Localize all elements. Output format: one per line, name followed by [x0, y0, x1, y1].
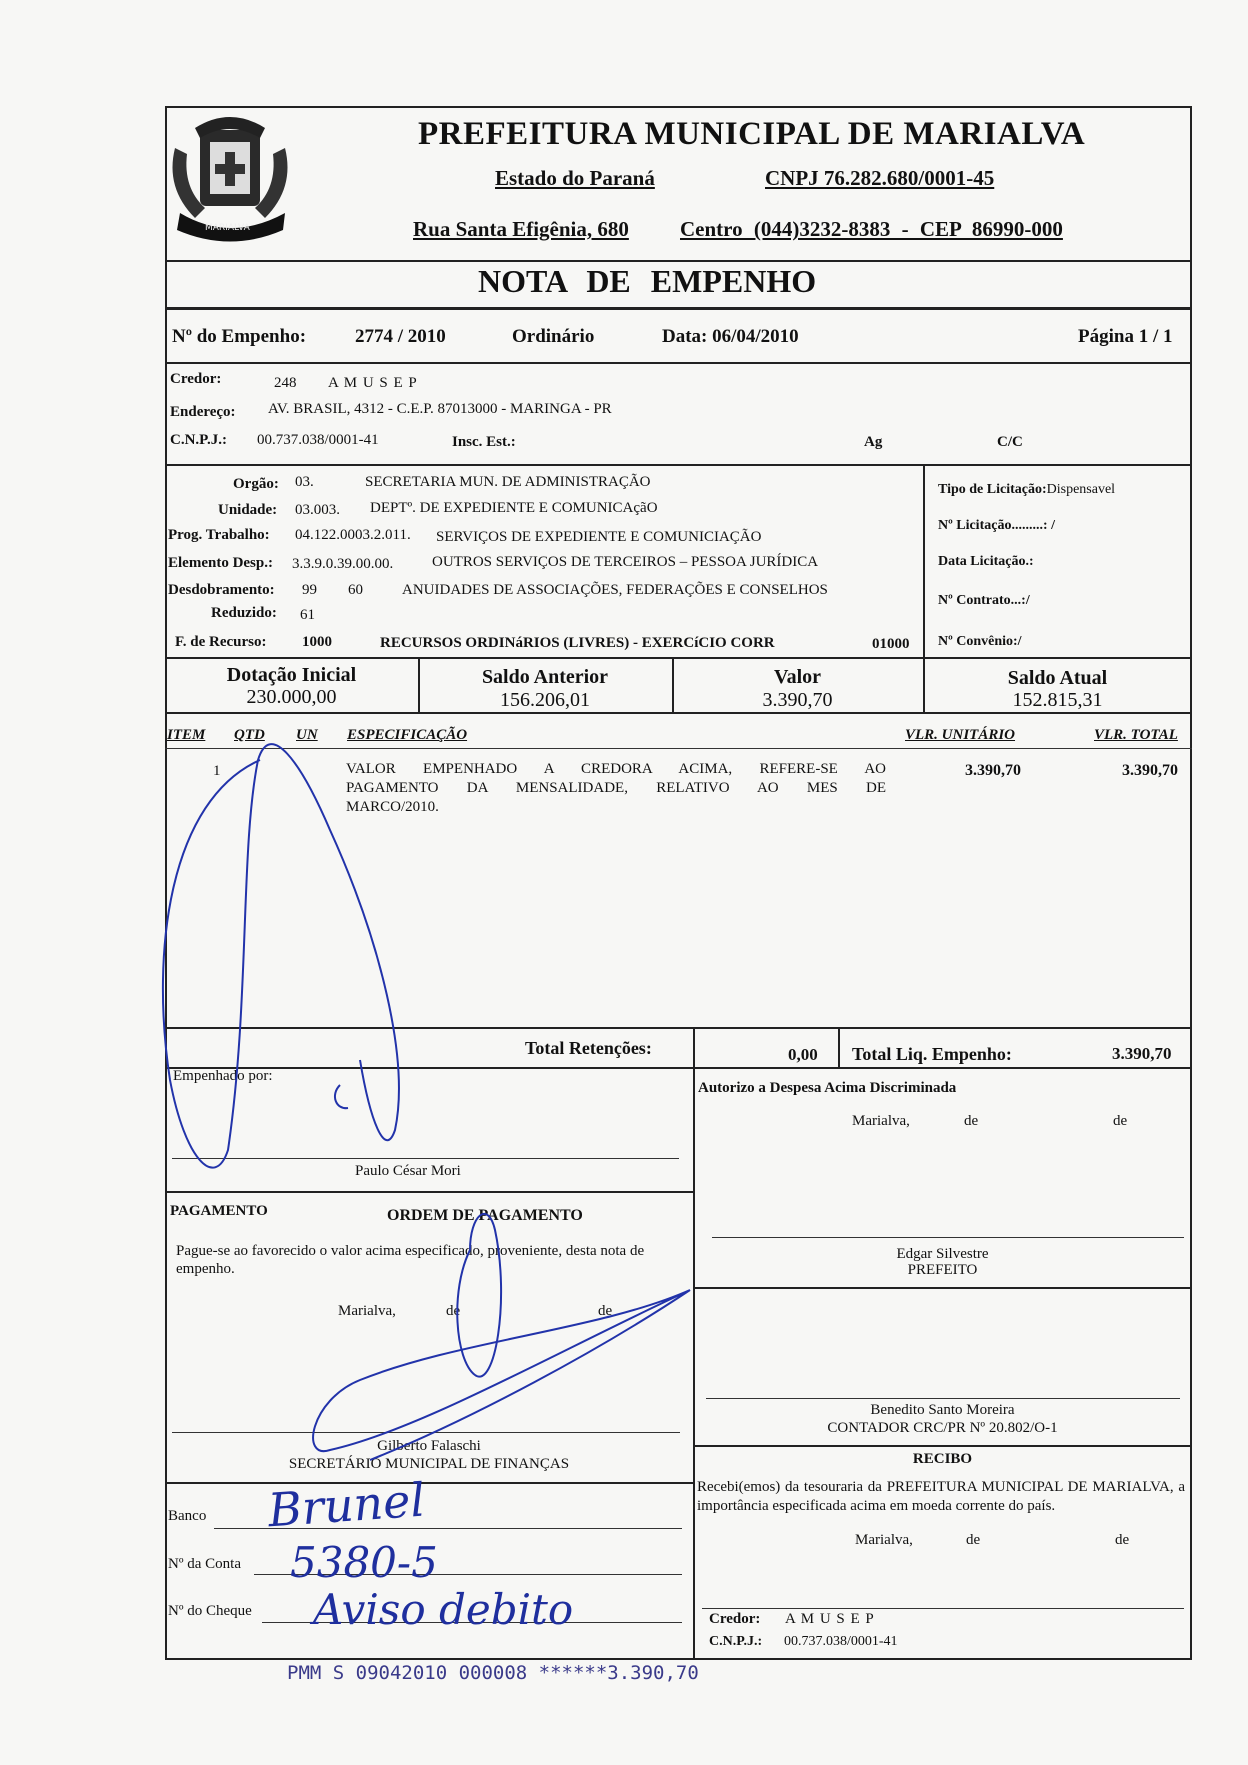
signature-line	[172, 1432, 680, 1433]
recibo-de2: de	[1115, 1532, 1130, 1548]
empenho-label: Nº do Empenho:	[172, 326, 307, 347]
item-spec-line: PAGAMENTO DA MENSALIDADE, RELATIVO AO MES DE	[346, 780, 886, 796]
handwritten-banco: Brunel	[266, 1472, 427, 1538]
handwritten-cheque: Aviso debito	[313, 1585, 574, 1634]
empenhado-name: Paulo César Mori	[355, 1163, 461, 1179]
desdobramento-label: Desdobramento:	[168, 582, 275, 598]
cnpj-value: 00.737.038/0001-41	[257, 432, 379, 448]
machine-stamp: PMM S 09042010 000008 ******3.390,70	[287, 1662, 699, 1684]
coat-of-arms-logo	[165, 108, 315, 258]
endereco-label: Endereço:	[170, 404, 236, 420]
items-header-qtd: QTD	[234, 727, 265, 743]
contador-name: Benedito Santo Moreira	[870, 1402, 1015, 1418]
ordem-pagamento-label: ORDEM DE PAGAMENTO	[387, 1207, 583, 1224]
unidade-code: 03.003.	[295, 502, 340, 518]
divider	[165, 307, 1192, 310]
empenho-type: Ordinário	[512, 326, 595, 347]
header-cnpj: CNPJ 76.282.680/0001-45	[765, 166, 995, 190]
desdobramento-b: 60	[348, 582, 363, 598]
autorizo-de2: de	[1113, 1113, 1128, 1129]
doc-title: NOTA DE EMPENHO	[478, 263, 817, 299]
recibo-credor-label: Credor:	[709, 1611, 761, 1627]
header-title: PREFEITURA MUNICIPAL DE MARIALVA	[418, 116, 1086, 152]
empenho-date: Data: 06/04/2010	[662, 326, 799, 347]
pagamento-label: PAGAMENTO	[170, 1203, 268, 1219]
secretario-title: SECRETÁRIO MUNICIPAL DE FINANÇAS	[288, 1456, 570, 1472]
divider	[165, 1191, 693, 1193]
items-header-un: UN	[296, 727, 318, 743]
item-spec-line: VALOR EMPENHADO A CREDORA ACIMA, REFERE-SE AO	[346, 761, 886, 777]
recurso-code2: 01000	[872, 636, 910, 652]
valor-value: 3.390,70	[762, 689, 833, 711]
dotacao-inicial-value: 230.000,00	[246, 686, 337, 708]
prog-label: Prog. Trabalho:	[168, 527, 270, 543]
divider	[693, 1445, 1192, 1447]
licitacao-contrato: Nº Contrato...:/	[938, 593, 1030, 608]
svg-text:MARIALVA: MARIALVA	[205, 223, 250, 233]
elemento-label: Elemento Desp.:	[168, 555, 273, 571]
item-total-value: 3.390,70	[1122, 762, 1178, 779]
saldo-anterior-value: 156.206,01	[500, 689, 590, 711]
header-state: Estado do Paraná	[495, 166, 655, 190]
saldo-atual-label: Saldo Atual	[1007, 667, 1108, 689]
ag-label: Ag	[864, 434, 883, 450]
unidade-label: Unidade:	[218, 502, 278, 518]
credor-name: A M U S E P	[328, 375, 418, 391]
divider	[693, 1067, 695, 1660]
header-address-line: Centro (044)3232-8383 - CEP 86990-000	[680, 217, 1063, 241]
signature-line	[702, 1608, 1184, 1609]
valor-label: Valor	[773, 666, 822, 688]
recurso-value: RECURSOS ORDINáRIOS (LIVRES) - EXERCíCIO CORR	[380, 635, 775, 651]
header-address: Rua Santa Efigênia, 680	[413, 217, 629, 241]
item-spec-line: MARCO/2010.	[346, 799, 439, 815]
items-header-spec: ESPECIFICAÇÃO	[347, 727, 468, 743]
signature-line	[706, 1398, 1180, 1399]
licitacao-convenio: Nº Convênio:/	[938, 634, 1022, 649]
prefeito-name: Edgar Silvestre	[896, 1246, 989, 1262]
recibo-cnpj-label: C.N.P.J.:	[709, 1634, 763, 1649]
divider	[693, 1027, 695, 1067]
divider	[838, 1027, 840, 1067]
divider	[165, 1067, 1192, 1069]
recibo-text: Recebi(emos) da tesouraria da PREFEITURA MUNICIPAL DE MARIALVA, a importância especificada acima em moeda corrente do país.	[697, 1479, 1185, 1514]
dotacao-inicial-label: Dotação Inicial	[226, 664, 357, 686]
recurso-label: F. de Recurso:	[175, 634, 267, 650]
liquido-value: 3.390,70	[1112, 1044, 1172, 1063]
divider	[165, 1027, 1192, 1029]
recibo-de1: de	[966, 1532, 981, 1548]
divider	[165, 1482, 693, 1484]
items-header-item: ITEM	[167, 727, 206, 743]
pagamento-de2: de	[598, 1303, 613, 1319]
item-unit-value: 3.390,70	[965, 762, 1021, 779]
divider	[923, 464, 925, 657]
reduzido-label: Reduzido:	[211, 605, 277, 621]
unidade-value: DEPTº. DE EXPEDIENTE E COMUNICAçãO	[370, 500, 658, 516]
recibo-cnpj-value: 00.737.038/0001-41	[784, 1634, 898, 1649]
items-header-total: VLR. TOTAL	[1094, 727, 1178, 743]
prog-value: SERVIÇOS DE EXPEDIENTE E COMUNICIAÇÃO	[436, 529, 762, 545]
autorizo-label: Autorizo a Despesa Acima Discriminada	[698, 1080, 957, 1096]
cheque-label: Nº do Cheque	[168, 1603, 252, 1619]
pagamento-de1: de	[446, 1303, 461, 1319]
saldo-atual-value: 152.815,31	[1012, 689, 1103, 711]
banco-label: Banco	[168, 1508, 207, 1524]
divider	[165, 657, 1192, 659]
contador-title: CONTADOR CRC/PR Nº 20.802/O-1	[827, 1420, 1058, 1436]
orgao-value: SECRETARIA MUN. DE ADMINISTRAÇÃO	[365, 474, 651, 490]
desdobramento-value: ANUIDADES DE ASSOCIAÇÕES, FEDERAÇÕES E CONSELHOS	[402, 582, 828, 598]
saldo-anterior-label: Saldo Anterior	[481, 666, 609, 688]
conta-label: Nº da Conta	[168, 1556, 241, 1572]
licitacao-numero: Nº Licitação.........: /	[938, 518, 1055, 533]
empenho-page: Página 1 / 1	[1078, 326, 1173, 347]
credor-code: 248	[274, 375, 297, 391]
divider	[165, 748, 1192, 749]
recibo-credor-value: A M U S E P	[785, 1611, 875, 1627]
handwritten-conta: 5380-5	[290, 1538, 438, 1587]
cnpj-label: C.N.P.J.:	[170, 432, 227, 448]
cc-label: C/C	[997, 434, 1023, 450]
liquido-label: Total Liq. Empenho:	[852, 1044, 1012, 1064]
item-spec	[346, 760, 886, 817]
retencoes-value: 0,00	[788, 1045, 818, 1064]
orgao-label: Orgão:	[233, 476, 279, 492]
divider	[693, 1287, 1192, 1289]
endereco-value: AV. BRASIL, 4312 - C.E.P. 87013000 - MARINGA - PR	[268, 401, 612, 417]
recibo-title: RECIBO	[912, 1451, 973, 1467]
divider	[165, 362, 1192, 364]
divider	[165, 464, 1192, 466]
signature-line	[712, 1237, 1184, 1238]
empenho-number: 2774 / 2010	[355, 326, 446, 347]
divider	[165, 712, 1192, 714]
divider	[165, 260, 1192, 262]
insc-est-label: Insc. Est.:	[452, 434, 516, 450]
recibo-city: Marialva,	[855, 1532, 913, 1548]
licitacao-data: Data Licitação.:	[938, 554, 1034, 569]
pagamento-city: Marialva,	[338, 1303, 396, 1319]
recurso-code: 1000	[302, 634, 332, 650]
empenhado-label: Empenhado por:	[173, 1068, 273, 1084]
elemento-value: OUTROS SERVIÇOS DE TERCEIROS – PESSOA JURÍDICA	[432, 554, 819, 570]
licitacao-tipo: Tipo de Licitação:Dispensavel	[938, 482, 1116, 497]
items-header-unit: VLR. UNITÁRIO	[905, 727, 1016, 743]
autorizo-city: Marialva,	[852, 1113, 910, 1129]
credor-label: Credor:	[170, 371, 222, 387]
orgao-code: 03.	[295, 474, 314, 490]
prefeito-title: PREFEITO	[907, 1262, 978, 1278]
desdobramento-a: 99	[302, 582, 317, 598]
elemento-code: 3.3.9.0.39.00.00.	[292, 556, 394, 572]
reduzido-value: 61	[300, 607, 315, 623]
secretario-name: Gilberto Falaschi	[377, 1438, 481, 1454]
item-number: 1	[213, 763, 221, 779]
prog-code: 04.122.0003.2.011.	[295, 527, 411, 543]
pagamento-text: Pague-se ao favorecido o valor acima especificado, proveniente, desta nota de empenho.	[176, 1243, 645, 1277]
autorizo-de1: de	[964, 1113, 979, 1129]
signature-line	[172, 1158, 679, 1159]
retencoes-label: Total Retenções:	[525, 1038, 652, 1058]
